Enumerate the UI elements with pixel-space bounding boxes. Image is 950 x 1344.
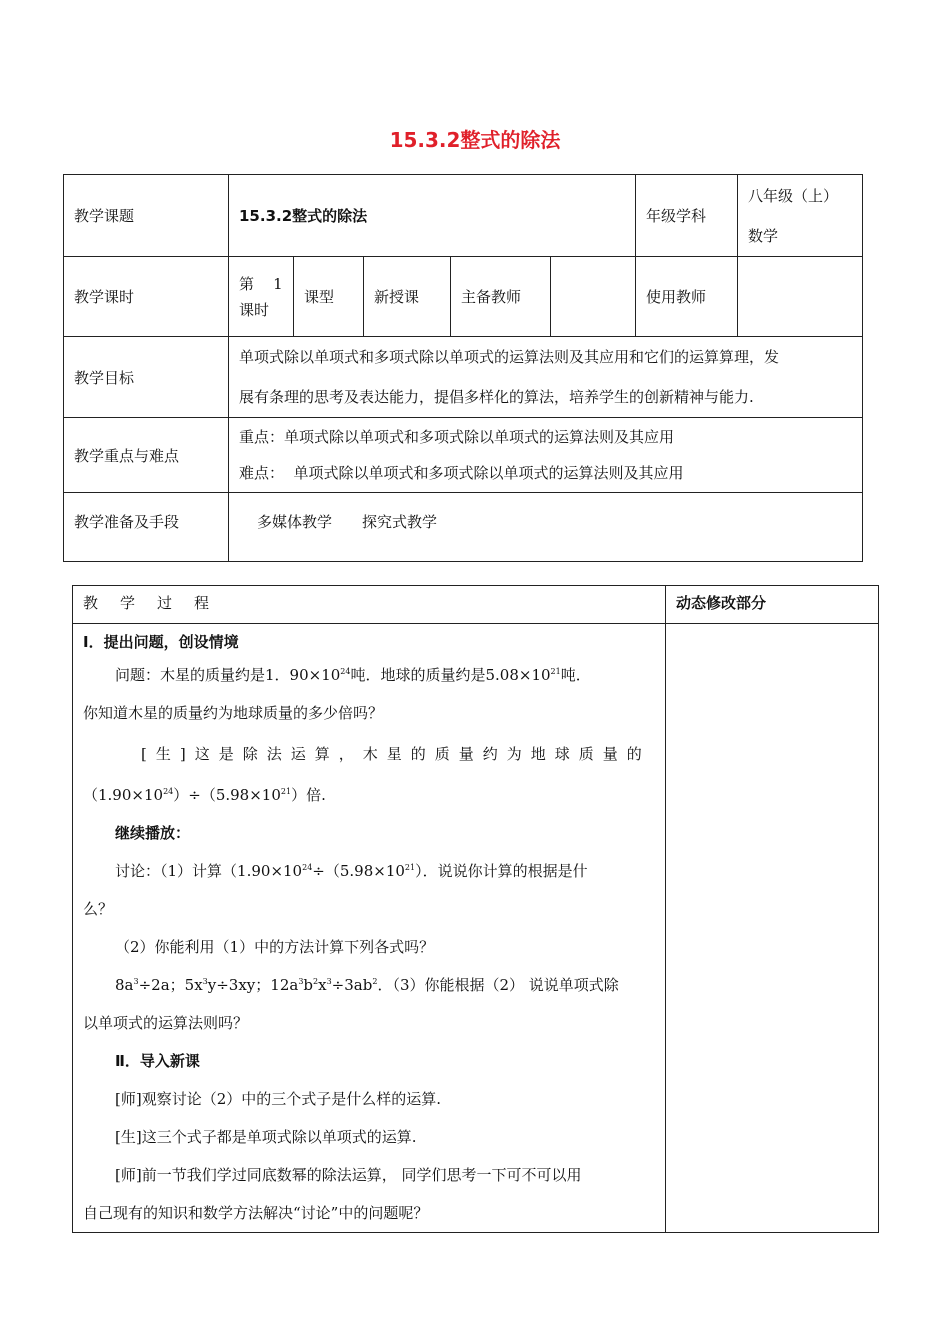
- q-exp1: 24: [340, 667, 351, 676]
- difficulty: 难点： 单项式除以单项式和多项式除以单项式的运算法则及其应用: [239, 464, 684, 482]
- user-teacher-value: [738, 257, 863, 337]
- key-points-value: [229, 418, 863, 493]
- objectives-value: [229, 337, 863, 418]
- objectives-line2: 展有条理的思考及表达能力，提倡多样化的算法，培养学生的创新精神与能力.: [239, 388, 754, 406]
- ans-text-b: ）÷（5.98×10: [173, 786, 281, 804]
- expr-e5: 3: [326, 977, 332, 986]
- preparation-value: [229, 493, 863, 562]
- key-points-label: 教学重点与难点: [64, 418, 229, 493]
- section2-title: Ⅱ．导入新课: [115, 1052, 200, 1070]
- answer-line2: [83, 776, 655, 814]
- question-line1: [83, 656, 655, 694]
- period-value: [229, 257, 294, 337]
- expr-c: y÷3xy；12a: [207, 976, 299, 994]
- question-line2: 你知道木星的质量约为地球质量的多少倍吗？: [83, 704, 384, 722]
- ans-exp2: 21: [280, 787, 292, 796]
- teaching-process-table: [72, 585, 879, 1233]
- disc-text-b: ÷（5.98×10: [312, 862, 405, 880]
- key-point: 重点：单项式除以单项式和多项式除以单项式的运算法则及其应用: [239, 428, 675, 446]
- process-body-row: [73, 624, 879, 1233]
- preparation-item2: 探究式教学: [362, 513, 438, 531]
- period-label: 教学课时: [64, 257, 229, 337]
- row-preparation: [64, 493, 863, 562]
- expr-e4: 2: [313, 977, 319, 986]
- expr-e: x: [318, 976, 327, 994]
- row-topic: [64, 175, 863, 257]
- preparation-label: 教学准备及手段: [64, 493, 229, 562]
- discussion-line1: [83, 852, 655, 890]
- topic-value: 15.3.2整式的除法: [229, 175, 636, 257]
- disc-exp1: 24: [302, 863, 313, 872]
- q-text-a: 问题：木星的质量约是1．90×10: [115, 666, 341, 684]
- row-objectives: [64, 337, 863, 418]
- expr-e1: 3: [133, 977, 139, 986]
- lead-teacher-label: 主备教师: [451, 257, 551, 337]
- type-value: 新授课: [364, 257, 451, 337]
- discussion-line2: 么？: [83, 900, 114, 918]
- expr-e2: 3: [202, 977, 208, 986]
- grade-line1: 八年级（上）: [748, 186, 839, 205]
- lead-teacher-value: [551, 257, 636, 337]
- dynamic-edit-header: 动态修改部分: [666, 586, 879, 624]
- expr-g: ．（3）你能根据（2） 说说单项式除: [377, 976, 619, 994]
- grade-label: 年级学科: [636, 175, 738, 257]
- q-text-b: 吨．地球的质量约是5.08×10: [350, 666, 551, 684]
- row-key-points: [64, 418, 863, 493]
- page-title: 15.3.2整式的除法: [389, 128, 561, 152]
- ans-text-c: ）倍.: [291, 786, 326, 804]
- expressions-line1: [83, 966, 655, 1004]
- grade-value: [738, 175, 863, 257]
- expr-a: 8a: [115, 976, 134, 994]
- ans-text-a: （1.90×10: [83, 786, 164, 804]
- row-period: [64, 257, 863, 337]
- disc-text-a: 讨论：（1）计算（1.90×10: [115, 862, 303, 880]
- process-header-row: [73, 586, 879, 624]
- expr-b: ÷2a；5x: [138, 976, 203, 994]
- process-header: 教学过程: [73, 586, 666, 624]
- section1-title: Ⅰ．提出问题，创设情境: [83, 633, 239, 651]
- period-line1: 第 1: [239, 274, 283, 293]
- q-text-c: 吨．: [560, 666, 591, 684]
- lesson-info-table: [63, 174, 863, 562]
- preparation-item1: 多媒体教学: [257, 513, 333, 531]
- ans-exp1: 24: [163, 787, 174, 796]
- expr-d: b: [303, 976, 314, 994]
- topic-label: 教学课题: [64, 175, 229, 257]
- objectives-line1: 单项式除以单项式和多项式除以单项式的运算法则及其应用和它们的运算算理，发: [239, 348, 780, 366]
- teacher-line2: [师]前一节我们学过同底数幂的除法运算， 同学们思考一下可不可以用: [115, 1166, 582, 1184]
- type-label: 课型: [294, 257, 364, 337]
- continue-label: 继续播放：: [115, 824, 191, 842]
- teacher-line1: [师]观察讨论（2）中的三个式子是什么样的运算.: [115, 1090, 442, 1108]
- period-line2: 课时: [239, 300, 270, 319]
- user-teacher-label: 使用教师: [636, 257, 738, 337]
- teacher-line3: 自己现有的知识和数学方法解决“讨论”中的问题呢？: [83, 1204, 429, 1222]
- grade-line2: 数学: [748, 226, 779, 245]
- process-content: [73, 624, 666, 1233]
- student-line1: [生]这三个式子都是单项式除以单项式的运算.: [115, 1128, 417, 1146]
- expressions-line2: 以单项式的运算法则吗？: [83, 1014, 249, 1032]
- dynamic-edit-cell: [666, 624, 879, 1233]
- expr-e3: 3: [298, 977, 304, 986]
- q-exp2: 21: [550, 667, 561, 676]
- expr-f: ÷3ab: [331, 976, 373, 994]
- answer-line1: [生]这是除法运算，木星的质量约为地球质量的: [141, 745, 651, 763]
- expr-e6: 2: [372, 977, 378, 986]
- discussion2: （2）你能利用（1）中的方法计算下列各式吗？: [115, 938, 435, 956]
- disc-exp2: 21: [404, 863, 416, 872]
- objectives-label: 教学目标: [64, 337, 229, 418]
- disc-text-c: ）．说说你计算的根据是什: [415, 862, 588, 880]
